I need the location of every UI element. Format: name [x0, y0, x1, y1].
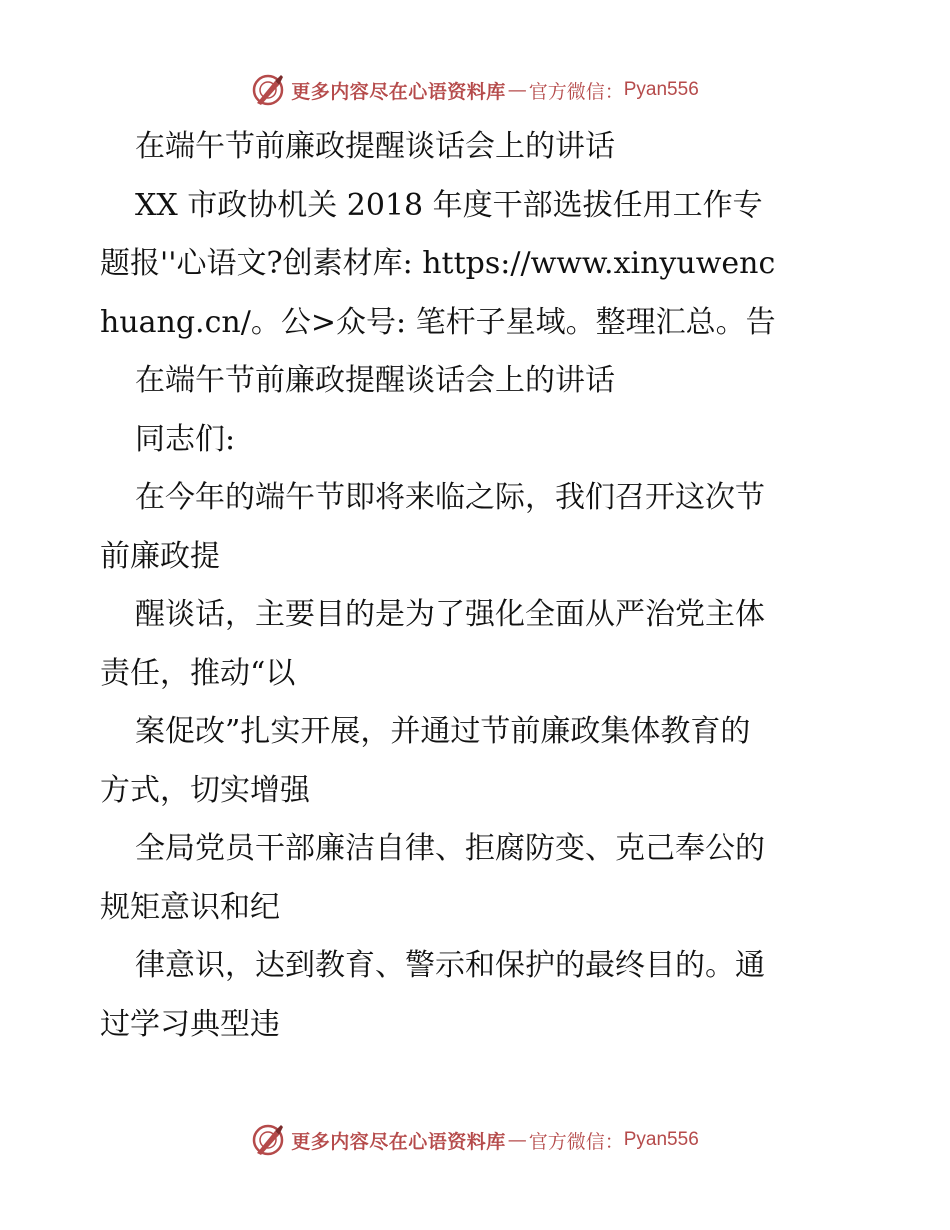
doc-line: 方式，切实增强 — [100, 772, 310, 808]
doc-line: 过学习典型违 — [100, 1006, 280, 1042]
doc-line: XX 市政协机关 2018 年度干部选拔任用工作专 — [135, 187, 763, 223]
pen-logo-icon — [251, 73, 285, 107]
doc-line: 在今年的端午节即将来临之际，我们召开这次节 — [135, 480, 765, 515]
doc-line: 醒谈话，主要目的是为了强化全面从严治党主体 — [135, 597, 765, 632]
footer-banner — [0, 1120, 950, 1160]
doc-salutation: 同志们: — [135, 421, 236, 457]
document-body — [100, 118, 860, 1054]
doc-line: 题报''心语文?创素材库: https://www.xinyuwenc — [100, 246, 776, 281]
banner-separator: — — [507, 1129, 527, 1151]
banner-title: 更多内容尽在心语资料库 — [291, 80, 506, 103]
doc-subtitle: 在端午节前廉政提醒谈话会上的讲话 — [135, 363, 615, 398]
doc-line: 责任，推动“以 — [100, 655, 296, 691]
doc-title: 在端午节前廉政提醒谈话会上的讲话 — [135, 129, 615, 164]
doc-line: 案促改”扎实开展，并通过节前廉政集体教育的 — [135, 714, 751, 749]
header-banner — [0, 70, 950, 110]
doc-line: huang.cn/。公>众号: 笔杆子星域。整理汇总。告 — [100, 304, 776, 340]
banner-account: Pyan556 — [623, 79, 699, 100]
banner-title: 更多内容尽在心语资料库 — [291, 1130, 506, 1153]
doc-line: 前廉政提 — [100, 538, 220, 574]
banner-label: 官方微信： — [528, 1130, 624, 1153]
banner-account: Pyan556 — [623, 1129, 699, 1150]
pen-logo-icon — [251, 1123, 285, 1157]
doc-line: 规矩意识和纪 — [100, 889, 280, 925]
doc-line: 律意识，达到教育、警示和保护的最终目的。通 — [135, 948, 765, 983]
doc-line: 全局党员干部廉洁自律、拒腐防变、克己奉公的 — [135, 831, 765, 866]
banner-separator: — — [507, 79, 527, 101]
banner-label: 官方微信： — [528, 80, 624, 103]
